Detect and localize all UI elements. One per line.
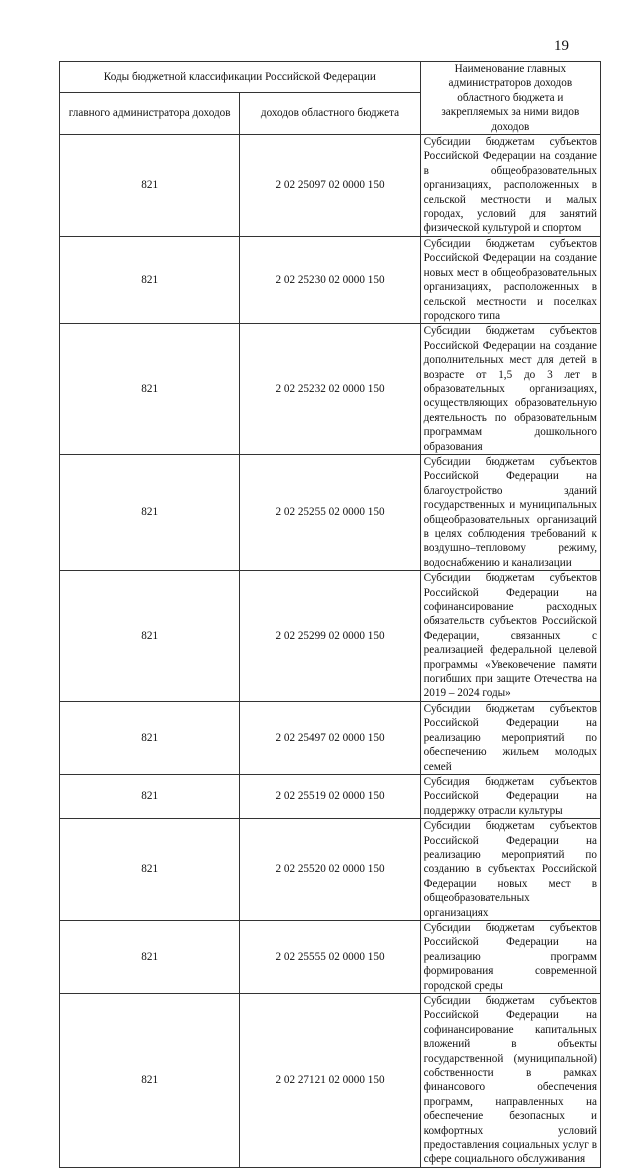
admin-code-cell: 821 — [60, 920, 240, 993]
admin-code-cell: 821 — [60, 819, 240, 921]
admin-code-cell: 821 — [60, 571, 240, 702]
header-codes-group: Коды бюджетной классификации Российской Федерации — [60, 62, 421, 93]
table-row — [60, 920, 601, 993]
income-name-cell: Субсидии бюджетам субъектов Российской Федерации на софинансирование расходных обязательств субъектов Российской Федерации, связанных с реализацией федеральной целевой программы «Увековечение памяти погибших при защите Отечества на 2019 – 2024 годы» — [420, 571, 600, 702]
income-name-cell: Субсидии бюджетам субъектов Российской Федерации на создание в общеобразовательных организациях, расположенных в сельской местности и малых городах, условий для занятий физической культурой и спортом — [420, 135, 600, 237]
income-name-cell: Субсидии бюджетам субъектов Российской Федерации на реализацию программ формирования современной городской среды — [420, 920, 600, 993]
admin-code-cell: 821 — [60, 135, 240, 237]
income-name-cell: Субсидии бюджетам субъектов Российской Федерации на создание дополнительных мест для детей в возрасте от 1,5 до 3 лет в образовательных организациях, осуществляющих образовательную деятельность по образовательным программам дошкольного образования — [420, 324, 600, 455]
income-name-cell: Субсидии бюджетам субъектов Российской Федерации на благоустройство зданий государственных и муниципальных общеобразовательных организаций в целях соблюдения требований к воздушно–тепловому режиму, водоснабжению и канализации — [420, 454, 600, 570]
budget-code-cell: 2 02 27121 02 0000 150 — [240, 994, 420, 1168]
income-name-cell: Субсидия бюджетам субъектов Российской Федерации на поддержку отрасли культуры — [420, 774, 600, 818]
table-row — [60, 994, 601, 1168]
admin-code-cell: 821 — [60, 994, 240, 1168]
table-body — [60, 135, 601, 1168]
income-name-cell: Субсидии бюджетам субъектов Российской Федерации на реализацию мероприятий по созданию в субъектах Российской Федерации новых мест в общеобразовательных организациях — [420, 819, 600, 921]
budget-code-cell: 2 02 25519 02 0000 150 — [240, 774, 420, 818]
budget-code-cell: 2 02 25299 02 0000 150 — [240, 571, 420, 702]
page-number: 19 — [554, 38, 569, 54]
admin-code-cell: 821 — [60, 701, 240, 774]
budget-code-cell: 2 02 25555 02 0000 150 — [240, 920, 420, 993]
table-row — [60, 774, 601, 818]
budget-code-cell: 2 02 25497 02 0000 150 — [240, 701, 420, 774]
table-header-row — [60, 62, 601, 93]
table-row — [60, 454, 601, 570]
income-name-cell: Субсидии бюджетам субъектов Российской Федерации на создание новых мест в общеобразовательных организациях, расположенных в сельской местности и поселках городского типа — [420, 236, 600, 323]
header-code-column: доходов областного бюджета — [240, 93, 420, 135]
budget-code-cell: 2 02 25232 02 0000 150 — [240, 324, 420, 455]
admin-code-cell: 821 — [60, 236, 240, 323]
admin-code-cell: 821 — [60, 324, 240, 455]
table-row — [60, 135, 601, 237]
budget-code-cell: 2 02 25230 02 0000 150 — [240, 236, 420, 323]
budget-classification-table — [59, 61, 601, 1168]
table-row — [60, 324, 601, 455]
table-row — [60, 571, 601, 702]
admin-code-cell: 821 — [60, 454, 240, 570]
admin-code-cell: 821 — [60, 774, 240, 818]
table-row — [60, 819, 601, 921]
header-admin-column: главного администратора доходов — [60, 93, 240, 135]
header-name-column: Наименование главных администраторов доходов областного бюджета и закрепляемых за ними видов доходов — [420, 62, 600, 135]
income-name-cell: Субсидии бюджетам субъектов Российской Федерации на реализацию мероприятий по обеспечению жильем молодых семей — [420, 701, 600, 774]
budget-code-cell: 2 02 25520 02 0000 150 — [240, 819, 420, 921]
income-name-cell: Субсидии бюджетам субъектов Российской Федерации на софинансирование капитальных вложений в объекты государственной (муниципальной) собственности в рамках финансового обеспечения программ, направленных на обеспечение безопасных и комфортных условий предоставления социальных услуг в сфере социального обслуживания — [420, 994, 600, 1168]
budget-code-cell: 2 02 25097 02 0000 150 — [240, 135, 420, 237]
table-row — [60, 236, 601, 323]
table-row — [60, 701, 601, 774]
budget-code-cell: 2 02 25255 02 0000 150 — [240, 454, 420, 570]
